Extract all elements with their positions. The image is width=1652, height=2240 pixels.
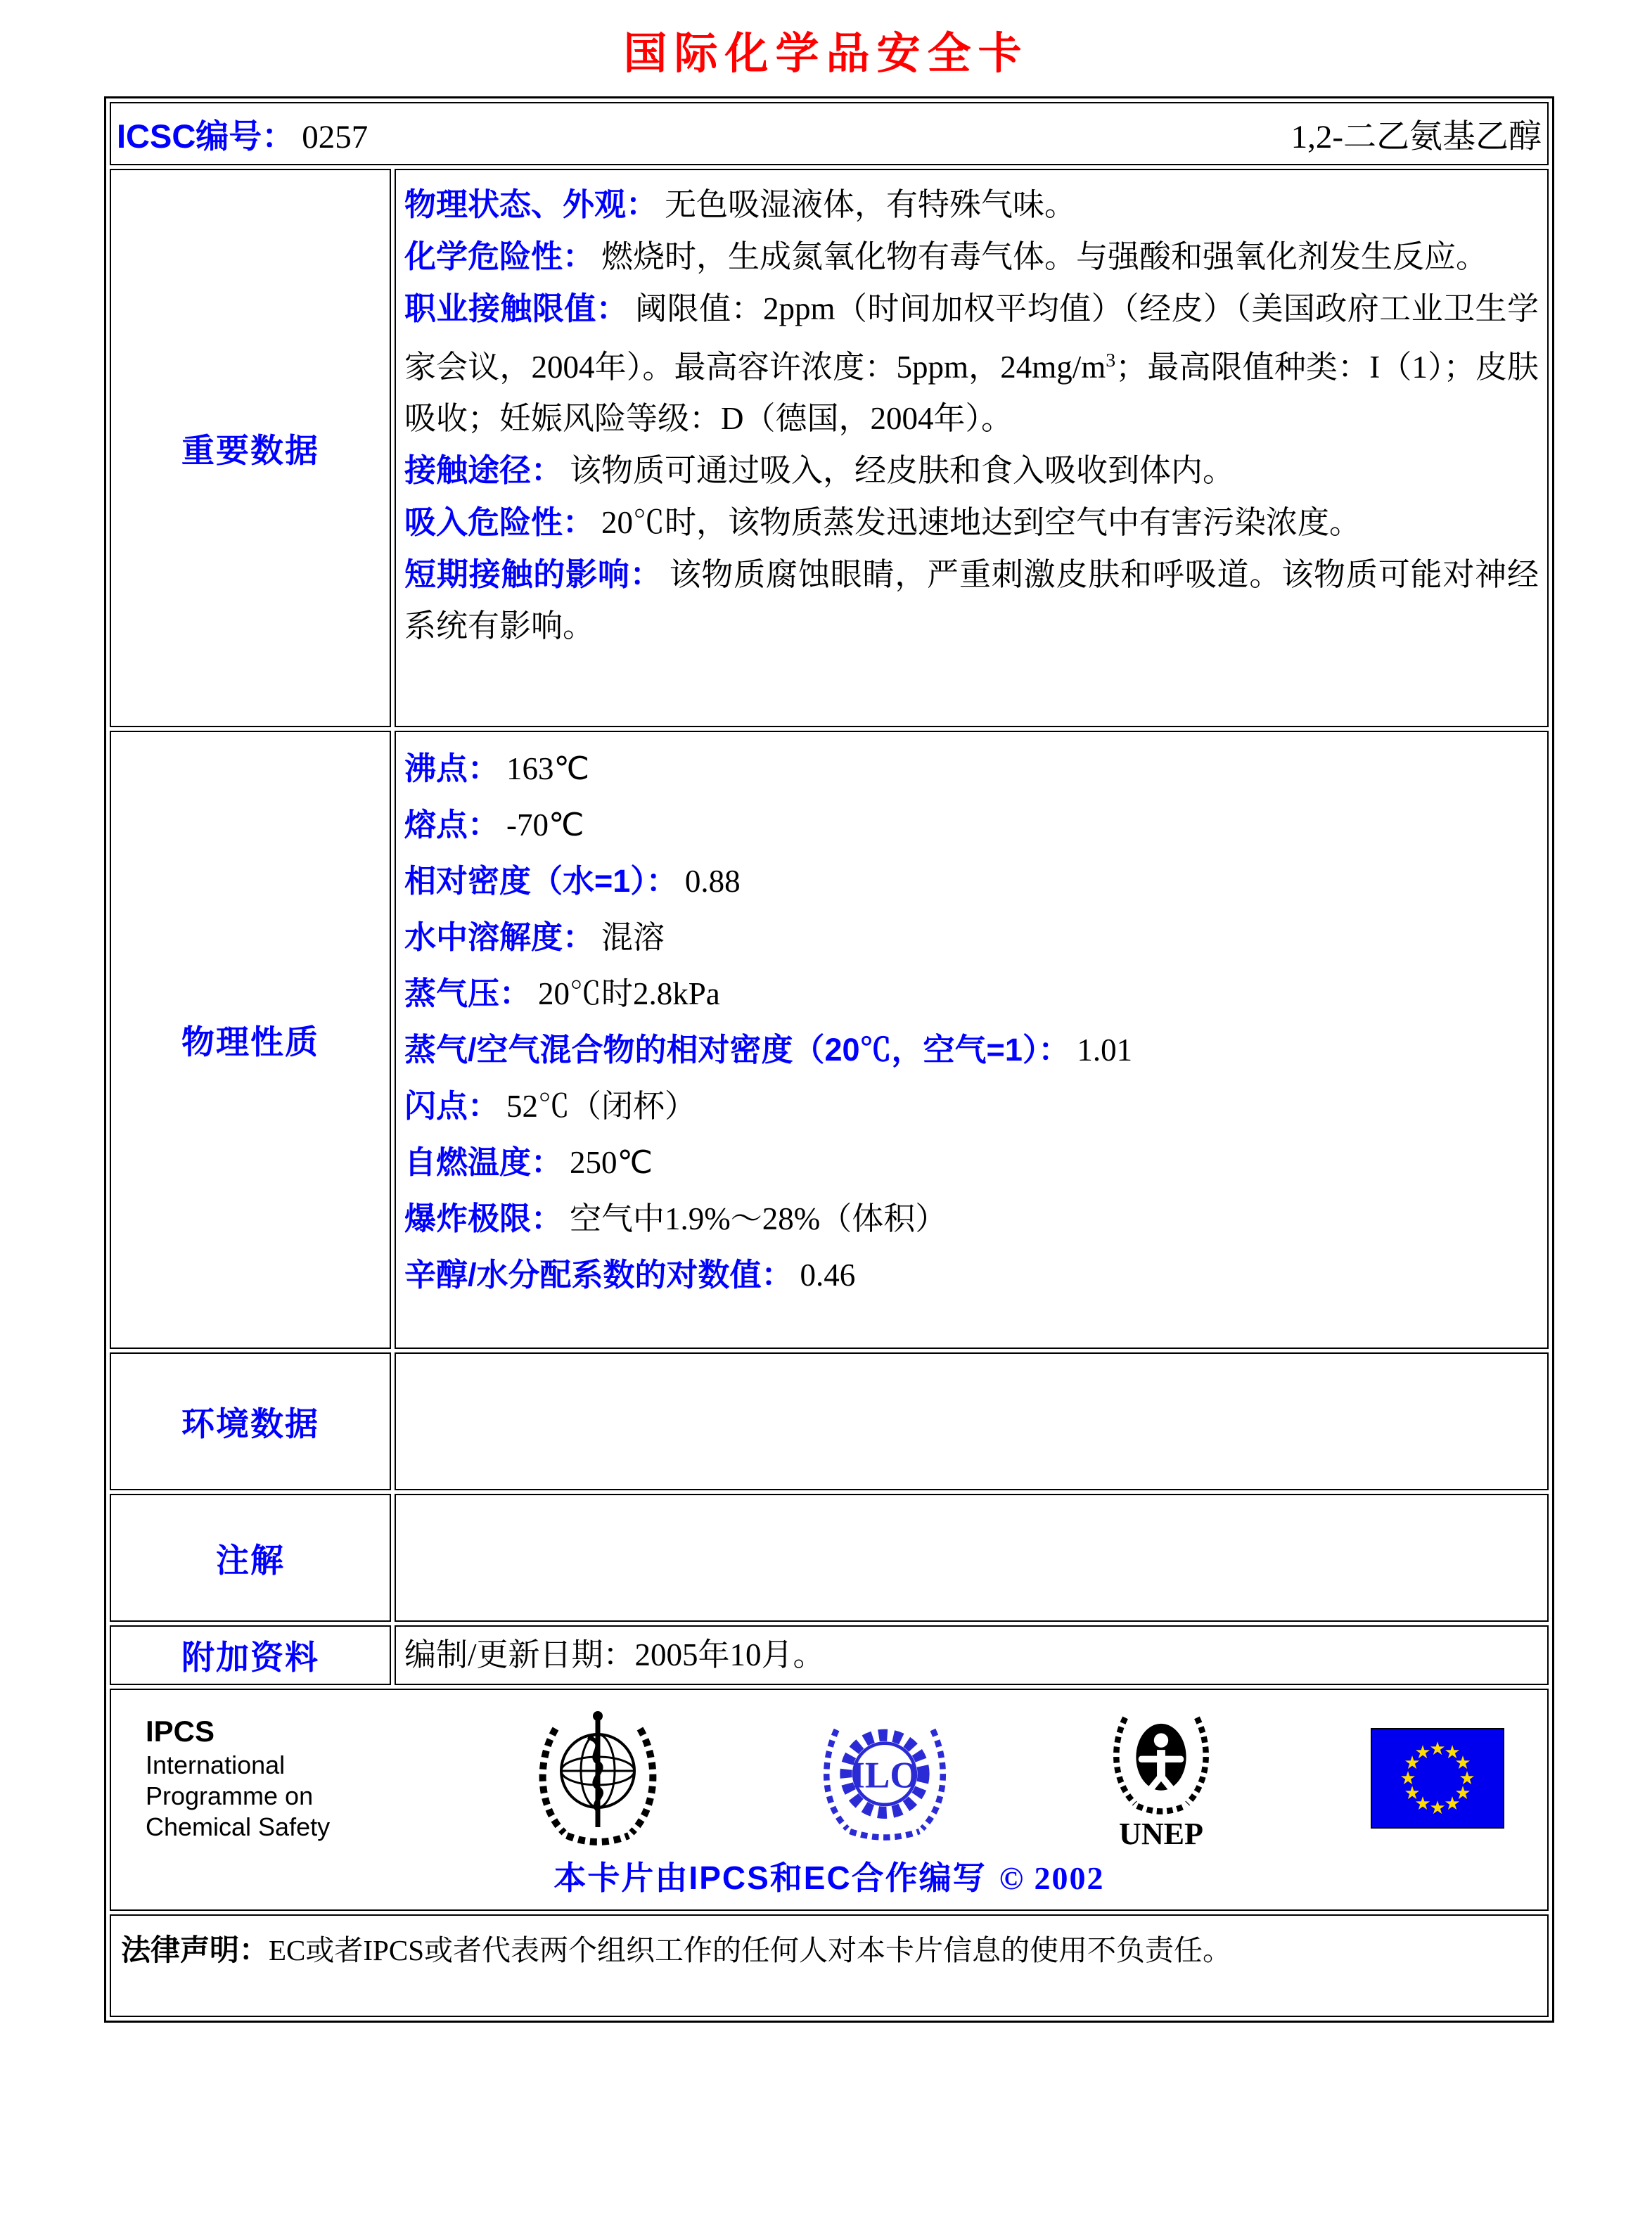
- unep-logo-icon: [1101, 1703, 1221, 1852]
- property-item: [404, 741, 1539, 797]
- property-item: [404, 444, 1539, 497]
- credit-copyright: © 2002: [999, 1860, 1105, 1896]
- property-item: [404, 909, 1539, 966]
- property-value: 0.88: [684, 864, 741, 899]
- svg-text:★: ★: [1429, 1738, 1446, 1760]
- svg-text:★: ★: [1444, 1741, 1461, 1763]
- section-label-environmental-data: 环境数据: [110, 1352, 391, 1490]
- property-item: [404, 1134, 1539, 1191]
- section-label-additional-info: 附加资料: [110, 1625, 391, 1685]
- svg-text:★: ★: [1404, 1752, 1421, 1774]
- property-label: 水中溶解度：: [404, 919, 595, 955]
- svg-text:★: ★: [1414, 1741, 1431, 1763]
- ipcs-subtitle-line: International: [146, 1751, 286, 1779]
- property-value: 空气中1.9%～28%（体积）: [570, 1201, 947, 1236]
- section-label-notes: 注解: [110, 1494, 391, 1622]
- section-row-notes: [110, 1494, 1549, 1622]
- legal-row: [110, 1914, 1549, 2017]
- eu-flag-icon: [1371, 1728, 1504, 1829]
- property-value: 阈限值：2ppm（时间加权平均值）（经皮）（美国政府工业卫生学家会议，2004年）。最高容许浓度：5ppm，24mg/m: [404, 291, 1539, 385]
- property-label: 辛醇/水分配系数的对数值：: [404, 1257, 793, 1293]
- section-content-important-data: [395, 169, 1549, 727]
- property-value: 52℃（闭杯）: [506, 1089, 697, 1124]
- property-label: 自燃温度：: [404, 1144, 563, 1180]
- section-label-important-data: 重要数据: [110, 169, 391, 727]
- property-item: [404, 797, 1539, 853]
- page-title: 国际化学品安全卡: [623, 30, 1029, 78]
- icsc-number-label: ICSC编号：: [117, 117, 295, 155]
- property-item: [404, 966, 1539, 1022]
- property-value: 1.01: [1077, 1032, 1133, 1068]
- svg-text:★: ★: [1404, 1782, 1421, 1804]
- section-row-important-data: [110, 169, 1549, 727]
- section-content-additional-info: [395, 1625, 1549, 1685]
- svg-text:★: ★: [1400, 1767, 1416, 1789]
- property-item: [404, 283, 1539, 444]
- section-row-environmental-data: [110, 1352, 1549, 1490]
- property-item: [404, 179, 1539, 231]
- section-row-additional-info: [110, 1625, 1549, 1685]
- property-value: 该物质可通过吸入，经皮肤和食入吸收到体内。: [570, 453, 1235, 488]
- property-value: 编制/更新日期：2005年10月。: [404, 1637, 825, 1672]
- property-value: 20℃时2.8kPa: [538, 976, 720, 1011]
- ilo-logo-icon: [818, 1711, 952, 1845]
- section-content-environmental-data: [395, 1352, 1549, 1490]
- svg-text:★: ★: [1444, 1793, 1461, 1815]
- property-label: 物理状态、外观：: [404, 186, 658, 222]
- property-label: 职业接触限值：: [404, 290, 629, 326]
- ipcs-title: IPCS: [146, 1715, 215, 1748]
- property-label: 爆炸极限：: [404, 1201, 563, 1236]
- svg-text:★: ★: [1454, 1782, 1471, 1804]
- svg-text:★: ★: [1414, 1793, 1431, 1815]
- property-label: 短期接触的影响：: [404, 556, 662, 592]
- section-label-physical-properties: 物理性质: [110, 731, 391, 1349]
- property-value: -70℃: [506, 807, 584, 843]
- svg-text:★: ★: [1454, 1752, 1471, 1774]
- credit-text: 本卡片由IPCS和EC合作编写: [553, 1860, 987, 1896]
- property-item: [404, 1191, 1539, 1247]
- credit-line: [112, 1852, 1547, 1909]
- icsc-number-group: [117, 110, 368, 158]
- svg-text:★: ★: [1429, 1797, 1446, 1819]
- icsc-number-value: 0257: [302, 118, 369, 155]
- property-item: [404, 497, 1539, 549]
- property-value: 0.46: [800, 1257, 856, 1293]
- property-item: [404, 1247, 1539, 1303]
- property-label: 吸入危险性：: [404, 504, 595, 540]
- ilo-wordmark: ILO: [850, 1754, 919, 1796]
- property-value: 3: [1106, 350, 1116, 371]
- chemical-name: 1,2-二乙氨基乙醇: [1291, 118, 1542, 155]
- unep-wordmark: UNEP: [1119, 1817, 1203, 1852]
- property-label: 熔点：: [404, 807, 500, 843]
- property-item: [404, 1630, 1539, 1681]
- property-value: 该物质腐蚀眼睛，严重刺激皮肤和呼吸道。该物质可能对神经系统有影响。: [404, 557, 1539, 644]
- property-item: [404, 549, 1539, 652]
- property-label: 蒸气压：: [404, 975, 532, 1011]
- section-content-notes: [395, 1494, 1549, 1622]
- property-value: 250℃: [570, 1145, 653, 1180]
- property-value: 163℃: [506, 751, 590, 786]
- property-item: [404, 853, 1539, 909]
- property-value: 燃烧时，生成氮氧化物有毒气体。与强酸和强氧化剂发生反应。: [601, 239, 1488, 274]
- property-label: 接触途径：: [404, 452, 563, 488]
- ipcs-subtitle-line: Chemical Safety: [146, 1812, 331, 1841]
- legal-text: EC或者IPCS或者代表两个组织工作的任何人对本卡片信息的使用不负责任。: [269, 1934, 1232, 1966]
- property-label: 化学危险性：: [404, 238, 595, 274]
- header-row: [110, 102, 1549, 165]
- section-row-physical-properties: [110, 731, 1549, 1349]
- section-content-physical-properties: [395, 731, 1549, 1349]
- property-item: [404, 1078, 1539, 1134]
- property-label: 蒸气/空气混合物的相对密度（20℃，空气=1）：: [404, 1032, 1070, 1068]
- property-value: 混溶: [601, 920, 665, 955]
- property-label: 闪点：: [404, 1088, 500, 1124]
- ipcs-block: [146, 1713, 378, 1843]
- property-value: 无色吸湿液体，有特殊气味。: [665, 187, 1077, 222]
- property-item: [404, 1022, 1539, 1078]
- legal-label: 法律声明：: [121, 1933, 269, 1966]
- who-logo-icon: [527, 1703, 668, 1852]
- property-label: 沸点：: [404, 750, 500, 786]
- logos-row: [110, 1689, 1549, 1911]
- ipcs-subtitle-line: Programme on: [146, 1781, 314, 1810]
- property-item: [404, 231, 1539, 283]
- icsc-table: [104, 96, 1554, 2023]
- property-value: 20℃时，该物质蒸发迅速地达到空气中有害污染浓度。: [601, 505, 1362, 540]
- svg-text:★: ★: [1459, 1767, 1475, 1789]
- property-label: 相对密度（水=1）：: [404, 863, 678, 899]
- property-value: ；最高限值种类：I（1）；皮肤吸收；妊娠风险等级：D（德国，2004年）。: [404, 350, 1539, 436]
